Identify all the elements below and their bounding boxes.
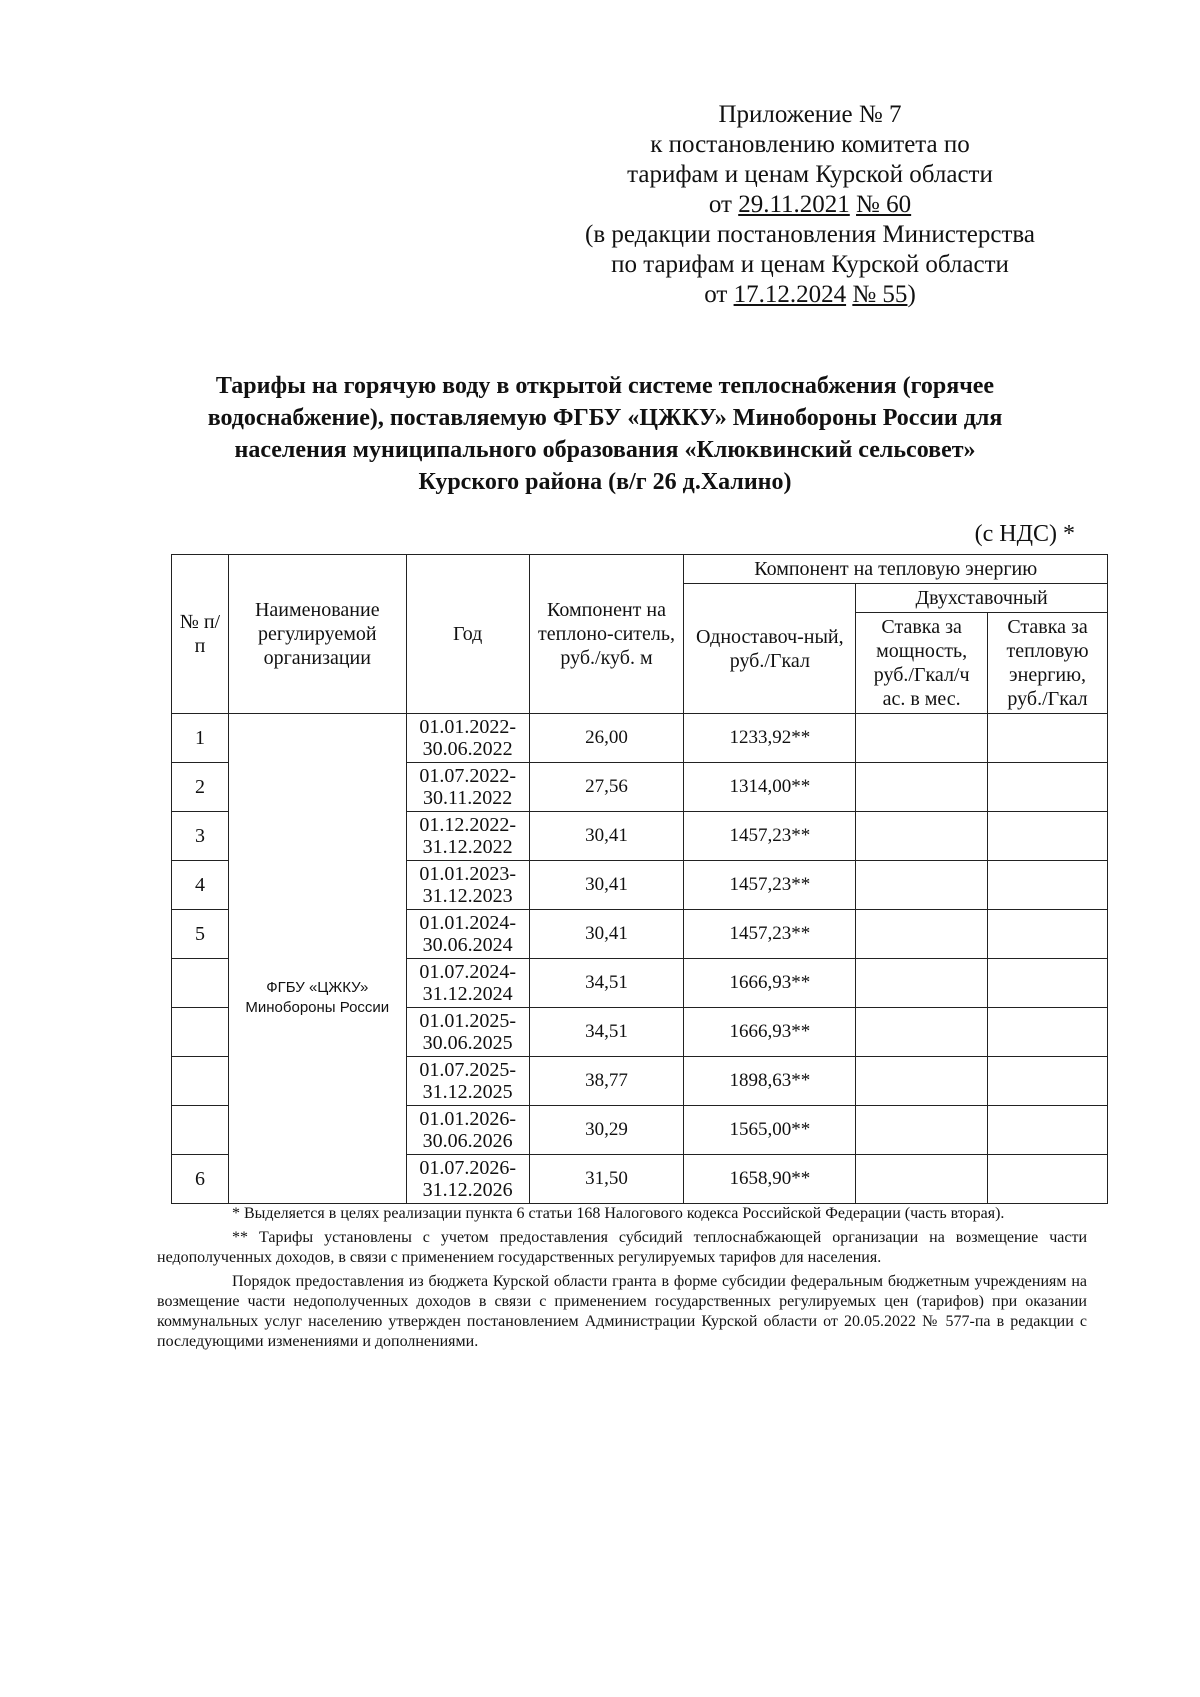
period-end: 30.11.2022 bbox=[423, 787, 513, 809]
tariffs-table bbox=[171, 554, 1108, 1204]
appendix-header bbox=[550, 100, 1070, 310]
period-start: 01.01.2025- bbox=[419, 1010, 516, 1032]
period-start: 01.01.2026- bbox=[419, 1108, 516, 1130]
row-energy-rate bbox=[988, 959, 1108, 1008]
row-capacity-rate bbox=[856, 1155, 988, 1204]
appendix-line-5: (в редакции постановления Министерства bbox=[585, 221, 1035, 248]
appendix-edit-date: 17.12.2024 bbox=[733, 281, 847, 308]
period-end: 30.06.2025 bbox=[422, 1032, 513, 1054]
row-single-rate: 1666,93** bbox=[684, 959, 856, 1008]
row-carrier: 27,56 bbox=[529, 763, 684, 812]
row-single-rate: 1658,90** bbox=[684, 1155, 856, 1204]
footnotes bbox=[157, 1204, 1087, 1356]
row-capacity-rate bbox=[856, 1008, 988, 1057]
header-two-rate: Двухставочный bbox=[856, 584, 1108, 613]
row-num bbox=[172, 959, 229, 1008]
appendix-original-date: 29.11.2021 bbox=[738, 191, 850, 218]
title-line-1: Тарифы на горячую воду в открытой системе теплоснабжения (горячее bbox=[215, 373, 995, 399]
row-period bbox=[406, 812, 529, 861]
row-capacity-rate bbox=[856, 1057, 988, 1106]
appendix-edit-number: № 55 bbox=[852, 281, 908, 308]
row-capacity-rate bbox=[856, 1106, 988, 1155]
row-num: 6 bbox=[172, 1155, 229, 1204]
period-end: 31.12.2026 bbox=[422, 1179, 513, 1201]
row-single-rate: 1314,00** bbox=[684, 763, 856, 812]
table-row bbox=[172, 714, 1108, 763]
row-single-rate: 1457,23** bbox=[684, 812, 856, 861]
row-single-rate: 1565,00** bbox=[684, 1106, 856, 1155]
period-end: 31.12.2024 bbox=[422, 983, 513, 1005]
row-carrier: 30,29 bbox=[529, 1106, 684, 1155]
row-carrier: 34,51 bbox=[529, 1008, 684, 1057]
row-carrier: 34,51 bbox=[529, 959, 684, 1008]
header-energy-rate: Ставка за тепловую энергию, руб./Гкал bbox=[988, 613, 1108, 714]
row-energy-rate bbox=[988, 714, 1108, 763]
row-period bbox=[406, 959, 529, 1008]
row-period bbox=[406, 714, 529, 763]
title-line-4: Курского района (в/г 26 д.Халино) bbox=[418, 469, 792, 495]
appendix-line-6: по тарифам и ценам Курской области bbox=[611, 251, 1009, 278]
row-num: 3 bbox=[172, 812, 229, 861]
header-org: Наименование регулируемой организации bbox=[228, 555, 406, 714]
header-energy-group: Компонент на тепловую энергию bbox=[684, 555, 1108, 584]
row-energy-rate bbox=[988, 1008, 1108, 1057]
period-start: 01.01.2022- bbox=[419, 716, 516, 738]
row-capacity-rate bbox=[856, 714, 988, 763]
title-line-2: водоснабжение), поставляемую ФГБУ «ЦЖКУ» Минобороны России для bbox=[207, 405, 1003, 431]
period-start: 01.07.2025- bbox=[419, 1059, 516, 1081]
appendix-line-1: Приложение № 7 bbox=[718, 101, 902, 128]
period-end: 30.06.2022 bbox=[422, 738, 513, 760]
row-capacity-rate bbox=[856, 910, 988, 959]
row-capacity-rate bbox=[856, 812, 988, 861]
row-period bbox=[406, 910, 529, 959]
row-energy-rate bbox=[988, 1155, 1108, 1204]
row-carrier: 30,41 bbox=[529, 861, 684, 910]
row-num: 4 bbox=[172, 861, 229, 910]
row-num: 2 bbox=[172, 763, 229, 812]
header-year: Год bbox=[406, 555, 529, 714]
appendix-edit-suffix: ) bbox=[907, 281, 916, 308]
footnote-subsidy: ** Тарифы установлены с учетом предоставления субсидий теплоснабжающей организации на возмещение части недополученных доходов, в связи с применением государственных регулируемых тарифов для населения. bbox=[157, 1229, 1087, 1266]
row-energy-rate bbox=[988, 1106, 1108, 1155]
period-end: 31.12.2023 bbox=[422, 885, 513, 907]
row-capacity-rate bbox=[856, 861, 988, 910]
period-end: 30.06.2026 bbox=[422, 1130, 513, 1152]
title-line-3: населения муниципального образования «Клюквинский сельсовет» bbox=[234, 437, 976, 463]
appendix-edit-date-prefix: от bbox=[704, 281, 734, 308]
period-end: 30.06.2024 bbox=[422, 934, 513, 956]
appendix-line-2: к постановлению комитета по bbox=[650, 131, 970, 158]
row-period bbox=[406, 1106, 529, 1155]
vat-note: (с НДС) * bbox=[974, 521, 1075, 547]
row-single-rate: 1898,63** bbox=[684, 1057, 856, 1106]
appendix-line-7 bbox=[550, 280, 1070, 310]
appendix-line-4 bbox=[550, 190, 1070, 220]
period-start: 01.07.2024- bbox=[419, 961, 516, 983]
row-single-rate: 1666,93** bbox=[684, 1008, 856, 1057]
footnote-vat: * Выделяется в целях реализации пункта 6 статьи 168 Налогового кодекса Российской Федерации (часть вторая). bbox=[232, 1205, 1005, 1222]
row-num bbox=[172, 1106, 229, 1155]
header-carrier: Компонент на теплоно-ситель, руб./куб. м bbox=[529, 555, 684, 714]
row-carrier: 31,50 bbox=[529, 1155, 684, 1204]
period-start: 01.07.2026- bbox=[419, 1157, 516, 1179]
organization-name: ФГБУ «ЦЖКУ» Минобороны России bbox=[228, 714, 406, 1204]
row-carrier: 30,41 bbox=[529, 910, 684, 959]
period-start: 01.07.2022- bbox=[419, 765, 516, 787]
row-energy-rate bbox=[988, 1057, 1108, 1106]
period-start: 01.12.2022- bbox=[419, 814, 516, 836]
appendix-line-3: тарифам и ценам Курской области bbox=[627, 161, 993, 188]
row-num bbox=[172, 1057, 229, 1106]
appendix-original-number: № 60 bbox=[856, 191, 912, 218]
row-num: 5 bbox=[172, 910, 229, 959]
row-carrier: 30,41 bbox=[529, 812, 684, 861]
row-num: 1 bbox=[172, 714, 229, 763]
footnote-procedure: Порядок предоставления из бюджета Курской области гранта в форме субсидии федеральным бюджетным учреждениям на возмещение части недополученных доходов в связи с применением государственных регулируемых цен (тарифов) при оказании коммунальных услуг населению утвержден постановлением Администрации Курской области от 20.05.2022 № 577-па в редакции с последующими изменениями и дополнениями. bbox=[157, 1273, 1087, 1350]
period-end: 31.12.2022 bbox=[422, 836, 513, 858]
period-start: 01.01.2024- bbox=[419, 912, 516, 934]
row-capacity-rate bbox=[856, 959, 988, 1008]
header-capacity-rate: Ставка за мощность, руб./Гкал/ч ас. в мес. bbox=[856, 613, 988, 714]
row-capacity-rate bbox=[856, 763, 988, 812]
row-single-rate: 1233,92** bbox=[684, 714, 856, 763]
row-energy-rate bbox=[988, 812, 1108, 861]
document-title bbox=[150, 370, 1060, 498]
row-energy-rate bbox=[988, 763, 1108, 812]
appendix-date-prefix: от bbox=[708, 191, 739, 218]
period-end: 31.12.2025 bbox=[422, 1081, 513, 1103]
row-energy-rate bbox=[988, 861, 1108, 910]
row-num bbox=[172, 1008, 229, 1057]
row-period bbox=[406, 1008, 529, 1057]
header-num: № п/п bbox=[172, 555, 229, 714]
row-period bbox=[406, 861, 529, 910]
row-period bbox=[406, 763, 529, 812]
row-period bbox=[406, 1057, 529, 1106]
period-start: 01.01.2023- bbox=[419, 863, 516, 885]
row-carrier: 26,00 bbox=[529, 714, 684, 763]
row-energy-rate bbox=[988, 910, 1108, 959]
row-carrier: 38,77 bbox=[529, 1057, 684, 1106]
header-single-rate: Одноставоч-ный, руб./Гкал bbox=[684, 584, 856, 714]
row-single-rate: 1457,23** bbox=[684, 910, 856, 959]
row-single-rate: 1457,23** bbox=[684, 861, 856, 910]
row-period bbox=[406, 1155, 529, 1204]
